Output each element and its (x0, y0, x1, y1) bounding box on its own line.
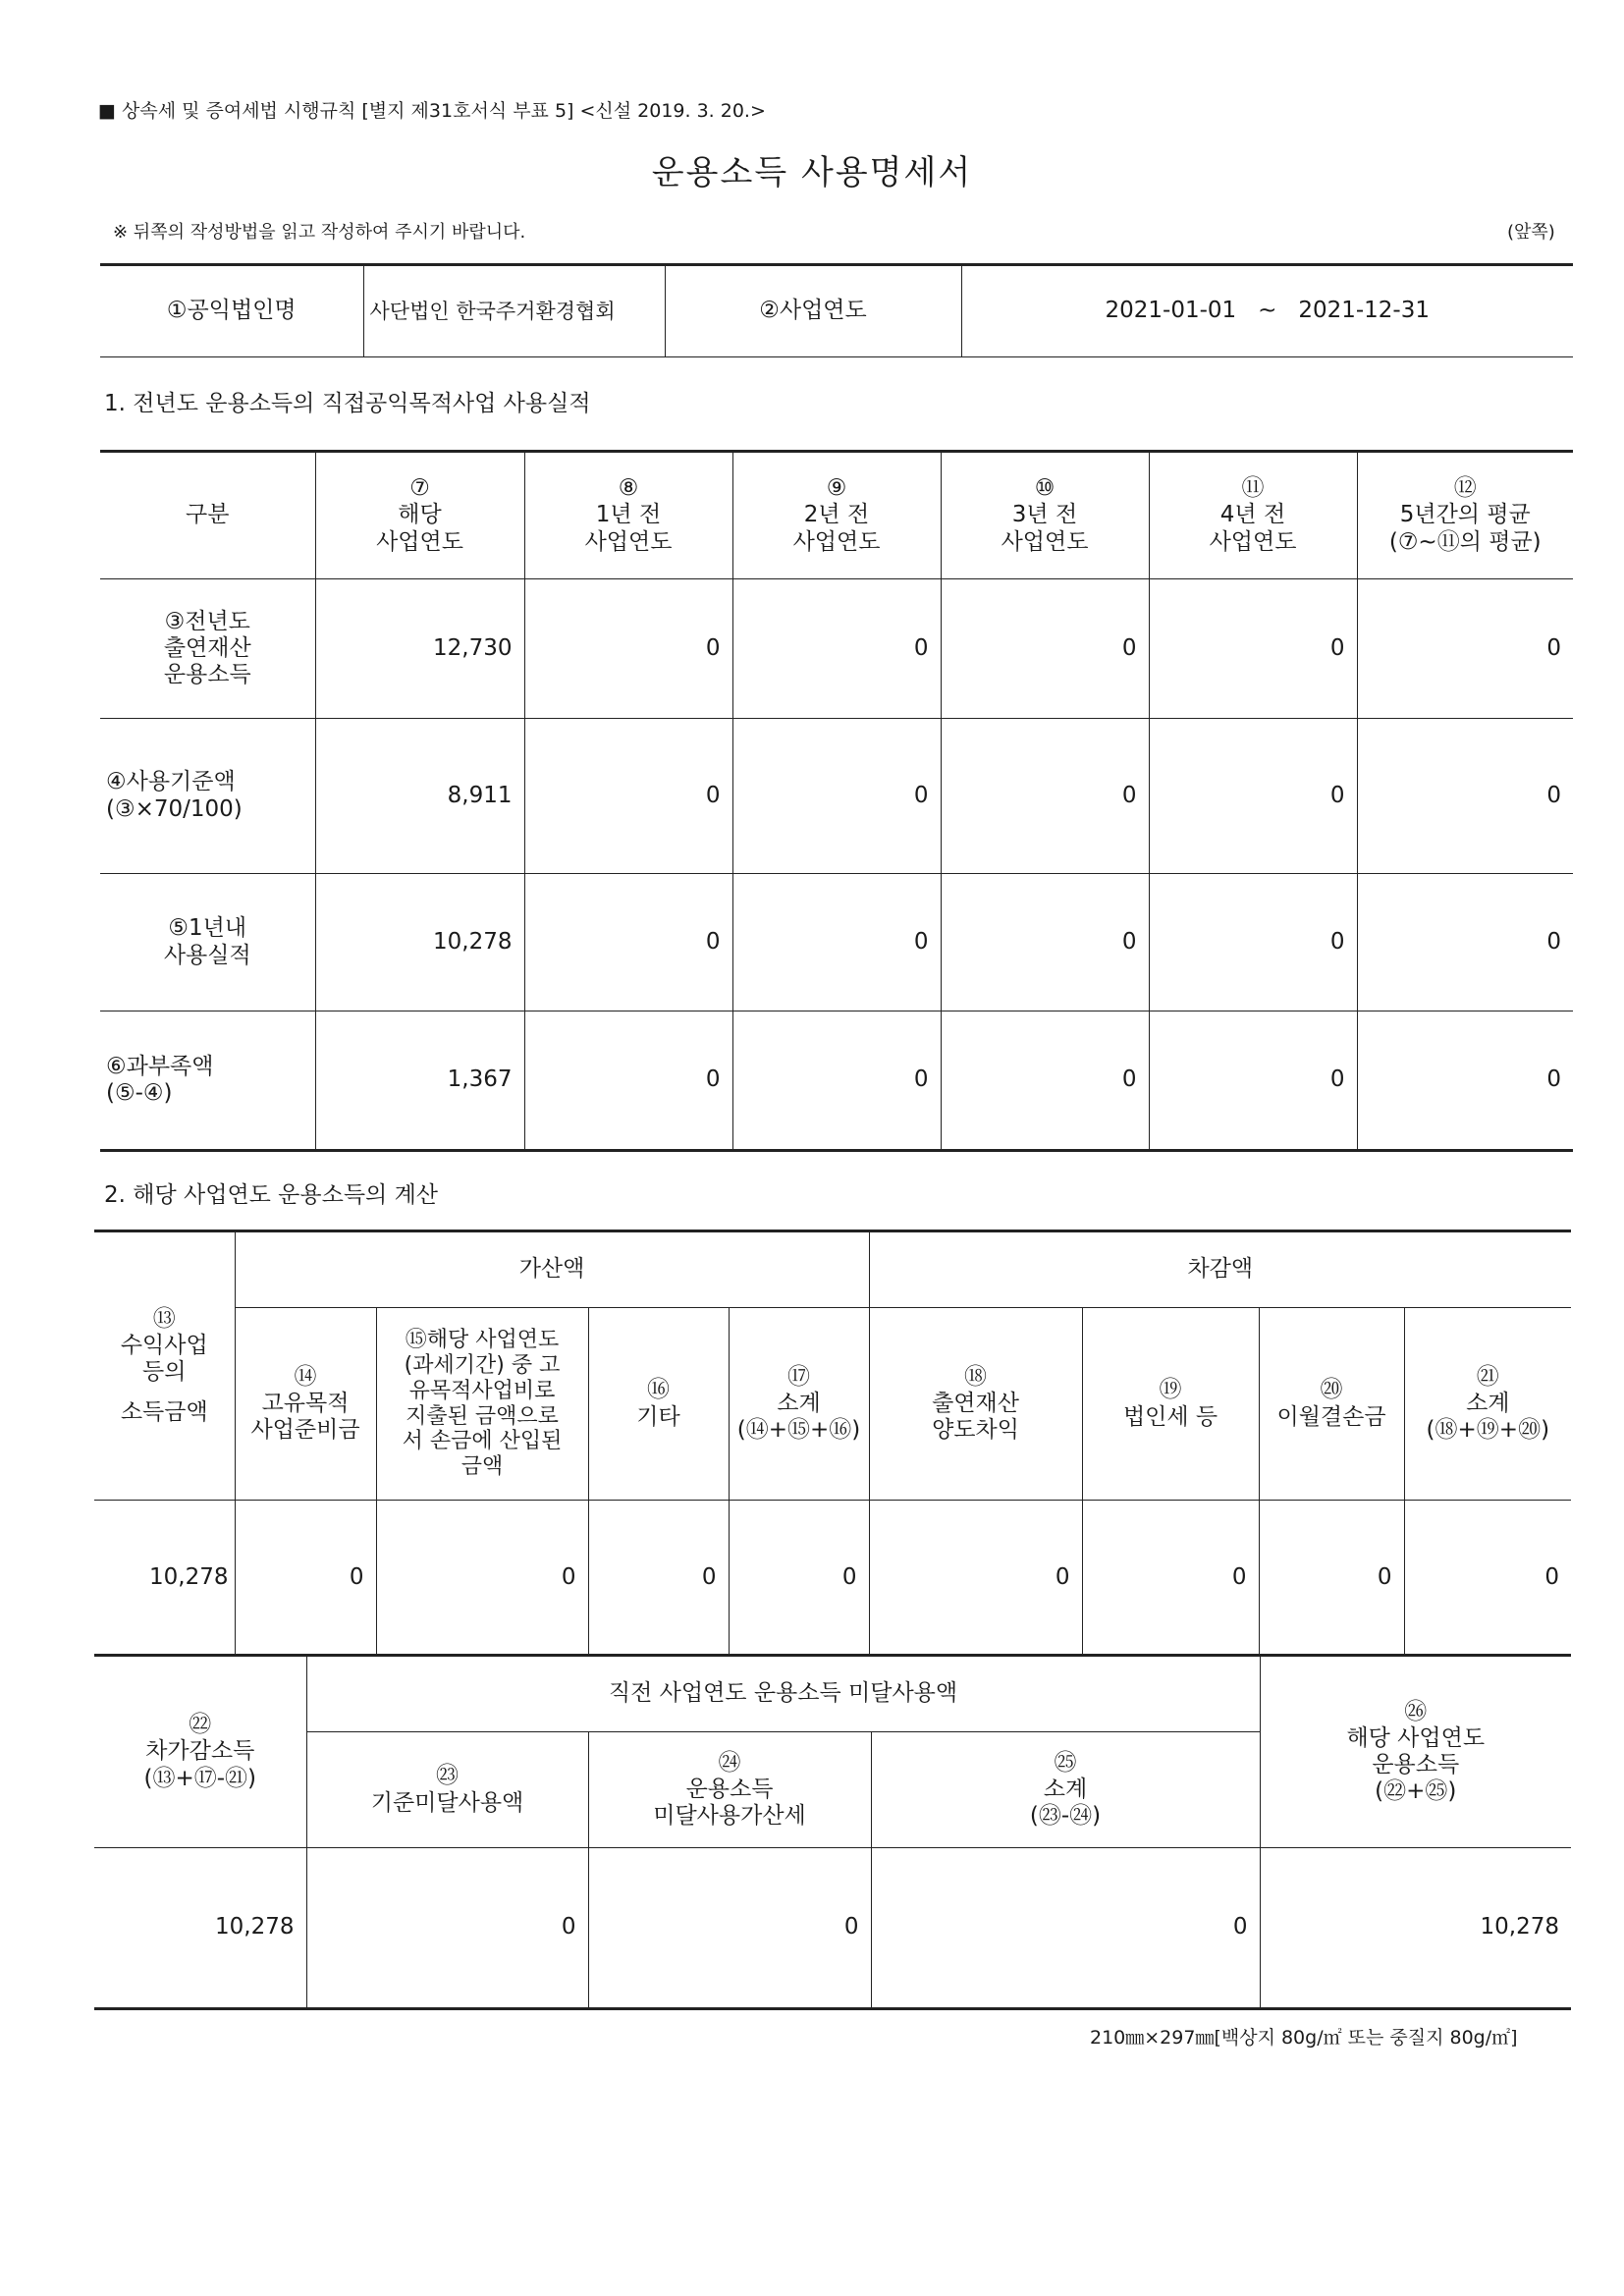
header-text-line: 소계 (1043, 1776, 1088, 1802)
col-header-15 (376, 1308, 588, 1501)
header-text-line: ⑨ (826, 475, 847, 502)
value-cell: 0 (1357, 874, 1573, 1011)
section2-title: 2. 해당 사업연도 운용소득의 계산 (104, 1182, 439, 1208)
value-cell: 0 (1149, 719, 1357, 874)
value-cell: 0 (732, 1011, 941, 1151)
col-header-19 (1082, 1308, 1259, 1501)
header-text-line: ㉓ (436, 1763, 459, 1789)
info-table (100, 263, 1573, 357)
header-text-line: 사업연도 (792, 528, 881, 555)
col-header-17 (729, 1308, 869, 1501)
header-text-line: 미달사용가산세 (653, 1803, 806, 1830)
header-text-line: 이월결손금 (1276, 1403, 1386, 1430)
header-text-line: (⑦~⑪의 평균) (1388, 528, 1542, 555)
page-title: 운용소득 사용명세서 (651, 153, 973, 192)
value-cell: 0 (941, 719, 1149, 874)
value-cell: 0 (1259, 1501, 1404, 1656)
header-text-line: 운용소득 (1372, 1752, 1460, 1777)
col-header-25 (871, 1732, 1260, 1848)
header-text-line: ⑥과부족액 (106, 1053, 214, 1079)
value-cell: 8,911 (315, 719, 524, 874)
header-text-line: 소득금액 (120, 1399, 208, 1426)
header-text-line: ④사용기준액 (106, 769, 236, 795)
income-amount-header (94, 1231, 235, 1501)
value-cell: 0 (524, 719, 732, 874)
value-cell: 0 (732, 719, 941, 874)
header-text-line: 양도차익 (932, 1417, 1019, 1444)
col-header-22 (94, 1656, 306, 1848)
header-text-line: 사업연도 (584, 528, 673, 555)
section1-title: 1. 전년도 운용소득의 직접공익목적사업 사용실적 (104, 391, 591, 416)
value-cell: 0 (1357, 579, 1573, 719)
header-text-line: 수익사업 (120, 1332, 208, 1358)
table-row (100, 719, 1573, 874)
business-year-value (961, 265, 1573, 357)
header-text-line: ⑯ (647, 1377, 670, 1403)
header-text-line: 해당 사업연도 (1346, 1724, 1486, 1751)
header-text-line: ⑩ (1034, 475, 1056, 502)
header-text-line: 서 손금에 산입된 (402, 1429, 563, 1454)
col-header-18 (869, 1308, 1082, 1501)
value-cell: 0 (524, 579, 732, 719)
section1-table (100, 450, 1573, 1152)
header-text-line: ⑳ (1320, 1377, 1343, 1403)
header-text-line: ⑧ (618, 475, 639, 502)
header-text-line: 금액 (460, 1454, 504, 1480)
corp-name-value: 사단법인 한국주거환경협회 (363, 265, 665, 357)
value-cell: 0 (1357, 1011, 1573, 1151)
header-text-line: 소계 (1466, 1390, 1510, 1416)
table-row (94, 1501, 1571, 1656)
header-text-line: (㉓-㉔) (1029, 1803, 1102, 1830)
col-header-9 (732, 452, 941, 579)
header-text-line: ⑬ (152, 1305, 176, 1332)
col-header-23 (306, 1732, 588, 1848)
header-text-line: ⑫ (1453, 475, 1477, 502)
deduction-group-header: 차감액 (869, 1231, 1571, 1308)
year-separator: ~ (1258, 298, 1277, 324)
header-text-line: 법인세 등 (1122, 1403, 1218, 1430)
header-text-line: (⑤-④) (106, 1080, 173, 1106)
row-label-3 (100, 579, 315, 719)
value-cell: 0 (235, 1501, 376, 1656)
value-cell: 0 (1149, 874, 1357, 1011)
col-header-20 (1259, 1308, 1404, 1501)
header-text-line: 사업연도 (1001, 528, 1089, 555)
corp-name-label: ①공익법인명 (100, 265, 363, 357)
value-cell: 0 (941, 874, 1149, 1011)
col-header-24 (588, 1732, 871, 1848)
value-cell: 0 (1082, 1501, 1259, 1656)
value-cell: 1,367 (315, 1011, 524, 1151)
paper-spec-footer: 210㎜×297㎜[백상지 80g/㎡ 또는 중질지 80g/㎡] (1090, 2027, 1518, 2049)
header-text-line: ⑪ (1241, 475, 1265, 502)
value-cell: 0 (941, 1011, 1149, 1151)
header-text-line: (⑭+⑮+⑯) (736, 1417, 861, 1444)
section2-table (94, 1230, 1571, 1656)
value-cell: 0 (524, 874, 732, 1011)
value-cell: 0 (1404, 1501, 1571, 1656)
value-cell: 0 (588, 1501, 729, 1656)
header-text-line: ⑰ (787, 1363, 811, 1390)
value-cell: 0 (732, 874, 941, 1011)
col-header-7 (315, 452, 524, 579)
col-header-16 (588, 1308, 729, 1501)
value-cell: 0 (1149, 579, 1357, 719)
row-label-4 (100, 719, 315, 874)
value-cell: 0 (729, 1501, 869, 1656)
value-cell: 0 (869, 1501, 1082, 1656)
header-text-line: 유목적사업비로 (408, 1378, 556, 1403)
value-cell: 0 (588, 1848, 871, 2009)
value-cell: 0 (524, 1011, 732, 1151)
row-label-6 (100, 1011, 315, 1151)
value-cell: 0 (306, 1848, 588, 2009)
col-header-12 (1357, 452, 1573, 579)
year-from: 2021-01-01 (1105, 298, 1237, 324)
value-cell: 0 (376, 1501, 588, 1656)
header-text-line: (과세기간) 중 고 (404, 1352, 561, 1378)
header-text-line: 3년 전 (1011, 502, 1078, 528)
header-text-line: 차가감소득 (145, 1738, 255, 1765)
col-header-26 (1260, 1656, 1571, 1848)
header-text-line: 출연재산 (932, 1390, 1019, 1416)
header-text-line: ⑮해당 사업연도 (405, 1327, 560, 1352)
table-row (100, 1011, 1573, 1151)
value-cell: 0 (1149, 1011, 1357, 1151)
value-cell: 10,278 (1260, 1848, 1571, 2009)
header-text-line: (③×70/100) (106, 795, 243, 822)
header-text-line: 해당 (398, 502, 442, 528)
header-text-line: ⑤1년내 (168, 915, 247, 942)
header-text-line: ㉒ (189, 1712, 212, 1738)
header-text-line: ㉕ (1054, 1749, 1077, 1776)
header-text-line: 사업연도 (376, 528, 463, 555)
table-row (94, 1848, 1571, 2009)
col-header-8 (524, 452, 732, 579)
row-label-5 (100, 874, 315, 1011)
col-header-21 (1404, 1308, 1571, 1501)
header-text-line: ㉔ (718, 1749, 741, 1776)
col-header-14 (235, 1308, 376, 1501)
value-cell: 12,730 (315, 579, 524, 719)
header-text-line: 출연재산 (163, 634, 251, 661)
value-cell: 0 (732, 579, 941, 719)
header-text-line: ⑭ (294, 1363, 317, 1390)
section3-table (94, 1654, 1571, 2010)
header-text-line: 고유목적 (261, 1390, 350, 1416)
value-cell: 10,278 (94, 1501, 235, 1656)
corner-header: 구분 (100, 452, 315, 579)
header-text-line: 사업연도 (1209, 528, 1297, 555)
header-text-line: ③전년도 (164, 608, 250, 634)
table-row (100, 579, 1573, 719)
col-header-10 (941, 452, 1149, 579)
form-reference-note: ■ 상속세 및 증여세법 시행규칙 [별지 제31호서식 부표 5] <신설 2019. 3. 20.> (98, 100, 766, 122)
header-text-line: ⑲ (1159, 1377, 1182, 1403)
instruction-note: ※ 뒤쪽의 작성방법을 읽고 작성하여 주시기 바랍니다. (113, 222, 526, 243)
table-row (100, 874, 1573, 1011)
header-text-line: 운용소득 (163, 662, 251, 688)
header-text-line: 소계 (777, 1390, 821, 1416)
year-to: 2021-12-31 (1298, 298, 1430, 324)
shortfall-group-header: 직전 사업연도 운용소득 미달사용액 (306, 1656, 1260, 1732)
header-text-line: ⑦ (409, 475, 430, 502)
header-text-line: (㉒+㉕) (1375, 1778, 1457, 1805)
business-year-label: ②사업연도 (665, 265, 961, 357)
header-text-line: 지출된 금액으로 (406, 1403, 559, 1429)
header-text-line: 4년 전 (1219, 502, 1286, 528)
header-text-line: (⑬+⑰-㉑) (143, 1765, 257, 1791)
header-text-line: ⑱ (964, 1363, 988, 1390)
col-header-11 (1149, 452, 1357, 579)
header-text-line: (⑱+⑲+⑳) (1426, 1417, 1550, 1444)
addition-group-header: 가산액 (235, 1231, 869, 1308)
header-text-line: 기타 (636, 1403, 680, 1430)
header-text-line: 기준미달사용액 (370, 1789, 524, 1816)
header-text-line: 사업준비금 (250, 1417, 360, 1444)
header-text-line: 2년 전 (803, 502, 870, 528)
value-cell: 0 (941, 579, 1149, 719)
value-cell: 0 (1357, 719, 1573, 874)
value-cell: 10,278 (94, 1848, 306, 2009)
header-text-line: 1년 전 (595, 502, 662, 528)
header-text-line: ㉖ (1404, 1698, 1428, 1724)
header-text-line: ㉑ (1476, 1363, 1499, 1390)
value-cell: 10,278 (315, 874, 524, 1011)
value-cell: 0 (871, 1848, 1260, 2009)
header-text-line: 5년간의 평균 (1399, 502, 1531, 528)
header-text-line: 등의 (142, 1359, 187, 1385)
page-side-label: (앞쪽) (1507, 222, 1555, 243)
header-text-line: 사용실적 (163, 942, 251, 968)
header-text-line: 운용소득 (685, 1776, 774, 1802)
